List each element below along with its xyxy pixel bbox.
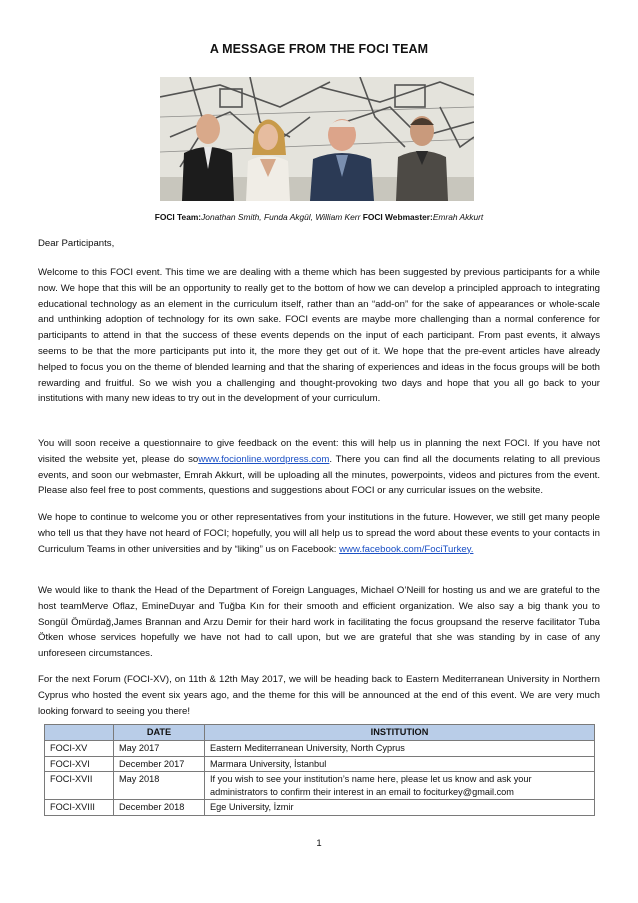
page-number: 1 bbox=[316, 838, 322, 849]
table-header-date: DATE bbox=[114, 725, 205, 741]
team-label: FOCI Team: bbox=[154, 212, 202, 222]
webmaster-label: FOCI Webmaster: bbox=[362, 212, 433, 222]
table-cell-event: FOCI-XV bbox=[45, 741, 114, 757]
table-cell-date: December 2017 bbox=[114, 756, 205, 772]
photo-caption bbox=[0, 212, 638, 222]
paragraph-next-forum bbox=[38, 672, 600, 719]
table-header-institution: INSTITUTION bbox=[205, 725, 595, 741]
website-link[interactable]: www.focionline.wordpress.com bbox=[198, 453, 330, 465]
table-cell-institution: Ege University, İzmir bbox=[205, 800, 595, 816]
webmaster-name: Emrah Akkurt bbox=[432, 212, 484, 222]
table-row bbox=[45, 741, 595, 757]
table-cell-institution: Marmara University, İstanbul bbox=[205, 756, 595, 772]
paragraph-facebook-text: We hope to continue to welcome you or other representatives from your institutions in the future. However, we still get many people who tell us that they have not heard of FOCI; hopefully, you will all help us to spread the word about these events to your contacts in Curriculum Teams in other universities and by “liking” us on Facebook: bbox=[38, 512, 600, 555]
paragraph-feedback-text: You will soon receive a questionnaire to give feedback on the event: this will help us in planning the next FOCI. If you have not visited the website yet, please do so bbox=[38, 438, 600, 465]
team-names: Jonathan Smith, Funda Akgül, William Kerr bbox=[201, 212, 361, 222]
table-cell-date: May 2018 bbox=[114, 772, 205, 800]
table-cell-event: FOCI-XVIII bbox=[45, 800, 114, 816]
table-cell-institution: If you wish to see your institution’s name here, please let us know and ask your administrators to confirm their interest in an email to fociturkey@gmail.com bbox=[205, 772, 595, 800]
schedule-table bbox=[44, 724, 595, 816]
greeting: Dear Participants, bbox=[38, 238, 115, 249]
table-row bbox=[45, 772, 595, 800]
table-header-row bbox=[45, 725, 595, 741]
page-title: A MESSAGE FROM THE FOCI TEAM bbox=[209, 42, 429, 56]
table-cell-event: FOCI-XVII bbox=[45, 772, 114, 800]
table-cell-date: May 2017 bbox=[114, 741, 205, 757]
paragraph-next-forum-text: For the next Forum (FOCI-XV), on 11th & 12th May 2017, we will be heading back to Eastern Mediterranean University in Northern Cyprus who hosted the event six years ago, and the theme for this will be announced at the end of this event. We are very much looking forward to seeing you there! bbox=[38, 674, 600, 717]
table-row bbox=[45, 756, 595, 772]
table-row bbox=[45, 800, 595, 816]
team-photo bbox=[160, 77, 474, 201]
paragraph-welcome-text: Welcome to this FOCI event. This time we are dealing with a theme which has been suggested by previous participants for a while now. We hope that this will be an opportunity to really get to the bottom of how we can develop a principled approach to integrating educational technology as an element in the curriculum itself, rather than an “add-on” for the sake of appearances or whole-scale and unthinking adoption of technology for its own sake. FOCI events are maybe more challenging than a normal conference for participants to attend in that the success of these events depends on the input of each participant. From past events, it always seems to be that the more participants put into it, the more they get out of it. We hope that the pre-event articles have already helped to focus you on the theme of blended learning and that the sharing of experiences and ideas in the focus groups will be both rewarding and fruitful. So we wish you a challenging and thought-provoking two days and hope that you all go back to your institutions with many new ideas to try out in the development of your curriculum. bbox=[38, 267, 600, 405]
paragraph-feedback bbox=[38, 436, 600, 499]
paragraph-feedback-text-after: . There you can find all the documents relating to all previous events, and soon our webmaster, Emrah Akkurt, will be uploading all the minutes, powerpoints, videos and pictures from the event. Please also feel free to post comments, questions and suggestions about FOCI or any curricular issues on the website. bbox=[38, 453, 600, 497]
paragraph-thanks-text: We would like to thank the Head of the Department of Foreign Languages, Michael O’Neill for hosting us and we are grateful to the host teamMerve Oflaz, EmineDuyar and Tuğba Kın for their smooth and efficient organization. We also say a big thank you to Songül Ömürdağ,James Brannan and Arzu Demir for their hard work in facilitating the focus groupsand the reserve facilitator Tuba Ötken whose services hopefully we have not had to call upon, but we are grateful that she was standing by in case of any unforeseen circumstances. bbox=[38, 585, 600, 660]
table-cell-date: December 2018 bbox=[114, 800, 205, 816]
table-cell-event: FOCI-XVI bbox=[45, 756, 114, 772]
table-header-blank bbox=[45, 725, 114, 741]
paragraph-welcome bbox=[38, 265, 600, 407]
facebook-link[interactable]: www.facebook.com/FociTurkey. bbox=[339, 543, 474, 555]
table-cell-institution: Eastern Mediterranean University, North Cyprus bbox=[205, 741, 595, 757]
paragraph-facebook bbox=[38, 510, 600, 557]
paragraph-thanks bbox=[38, 583, 600, 662]
